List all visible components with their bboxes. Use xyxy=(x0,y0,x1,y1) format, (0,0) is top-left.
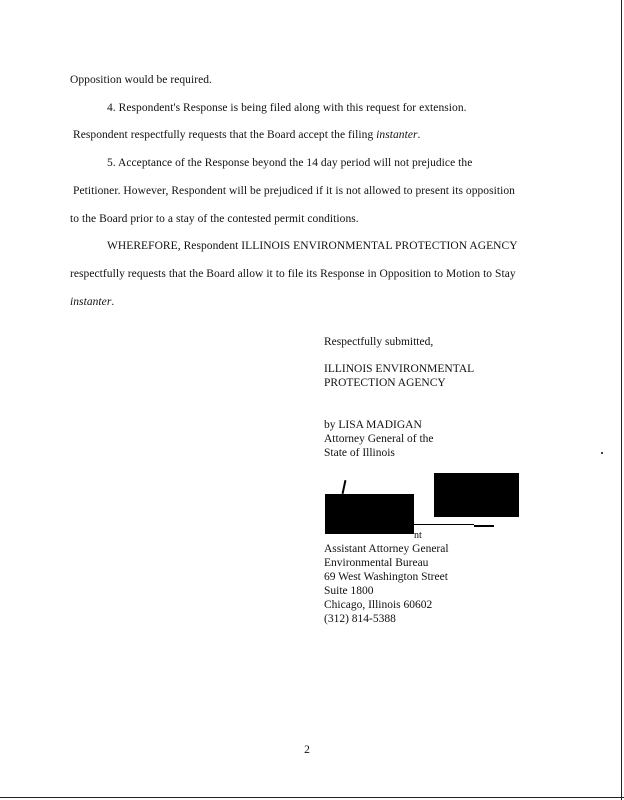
item-4-instanter: instanter xyxy=(376,129,418,141)
wherefore-line-2: respectfully requests that the Board allow it to file its Response in Opposition to Motion to Stay xyxy=(70,268,516,280)
wherefore-period: . xyxy=(111,296,115,308)
attorney-title: Assistant Attorney General xyxy=(324,543,449,555)
street-address: 69 West Washington Street xyxy=(324,571,448,583)
item-4-period: . xyxy=(417,129,421,141)
attorney-general-title-2: State of Illinois xyxy=(324,447,395,459)
item-4-line-2 xyxy=(73,128,420,142)
item-5-line-2: Petitioner. However, Respondent will be prejudiced if it is not allowed to present its opposition xyxy=(73,185,515,197)
closing-salutation: Respectfully submitted, xyxy=(324,336,434,348)
city-state-zip: Chicago, Illinois 60602 xyxy=(324,599,433,611)
signature-line-end xyxy=(474,525,494,527)
bureau-name: Environmental Bureau xyxy=(324,557,429,569)
item-4-line-1: 4. Respondent's Response is being filed along with this request for extension. xyxy=(107,102,467,114)
item-4-line-2-text: Respondent respectfully requests that the Board accept the filing xyxy=(73,129,377,141)
wherefore-instanter: instanter xyxy=(70,296,112,308)
wherefore-line-1: WHEREFORE, Respondent ILLINOIS ENVIRONMENTAL PROTECTION AGENCY xyxy=(107,240,518,252)
page-edge-bottom xyxy=(0,797,624,798)
paragraph-continuation: Opposition would be required. xyxy=(70,74,212,86)
signature-stroke xyxy=(342,480,347,494)
phone-number: (312) 814-5388 xyxy=(324,613,396,625)
agency-name-line-1: ILLINOIS ENVIRONMENTAL xyxy=(324,363,475,375)
item-5-line-3: to the Board prior to a stay of the contested permit conditions. xyxy=(70,213,359,225)
redaction-box-right xyxy=(434,473,519,517)
scan-speck xyxy=(601,452,603,454)
suite-number: Suite 1800 xyxy=(324,585,374,597)
agency-name-line-2: PROTECTION AGENCY xyxy=(324,377,446,389)
attorney-general-title-1: Attorney General of the xyxy=(324,433,434,445)
item-5-line-1: 5. Acceptance of the Response beyond the 14 day period will not prejudice the xyxy=(107,157,473,169)
by-line: by LISA MADIGAN xyxy=(324,419,422,431)
partial-name-fragment: nt xyxy=(414,530,422,541)
page-number: 2 xyxy=(304,744,310,756)
signature-line xyxy=(414,524,474,525)
wherefore-line-3 xyxy=(70,295,114,309)
page-edge-right xyxy=(621,0,622,800)
redaction-box-signature xyxy=(325,494,414,534)
